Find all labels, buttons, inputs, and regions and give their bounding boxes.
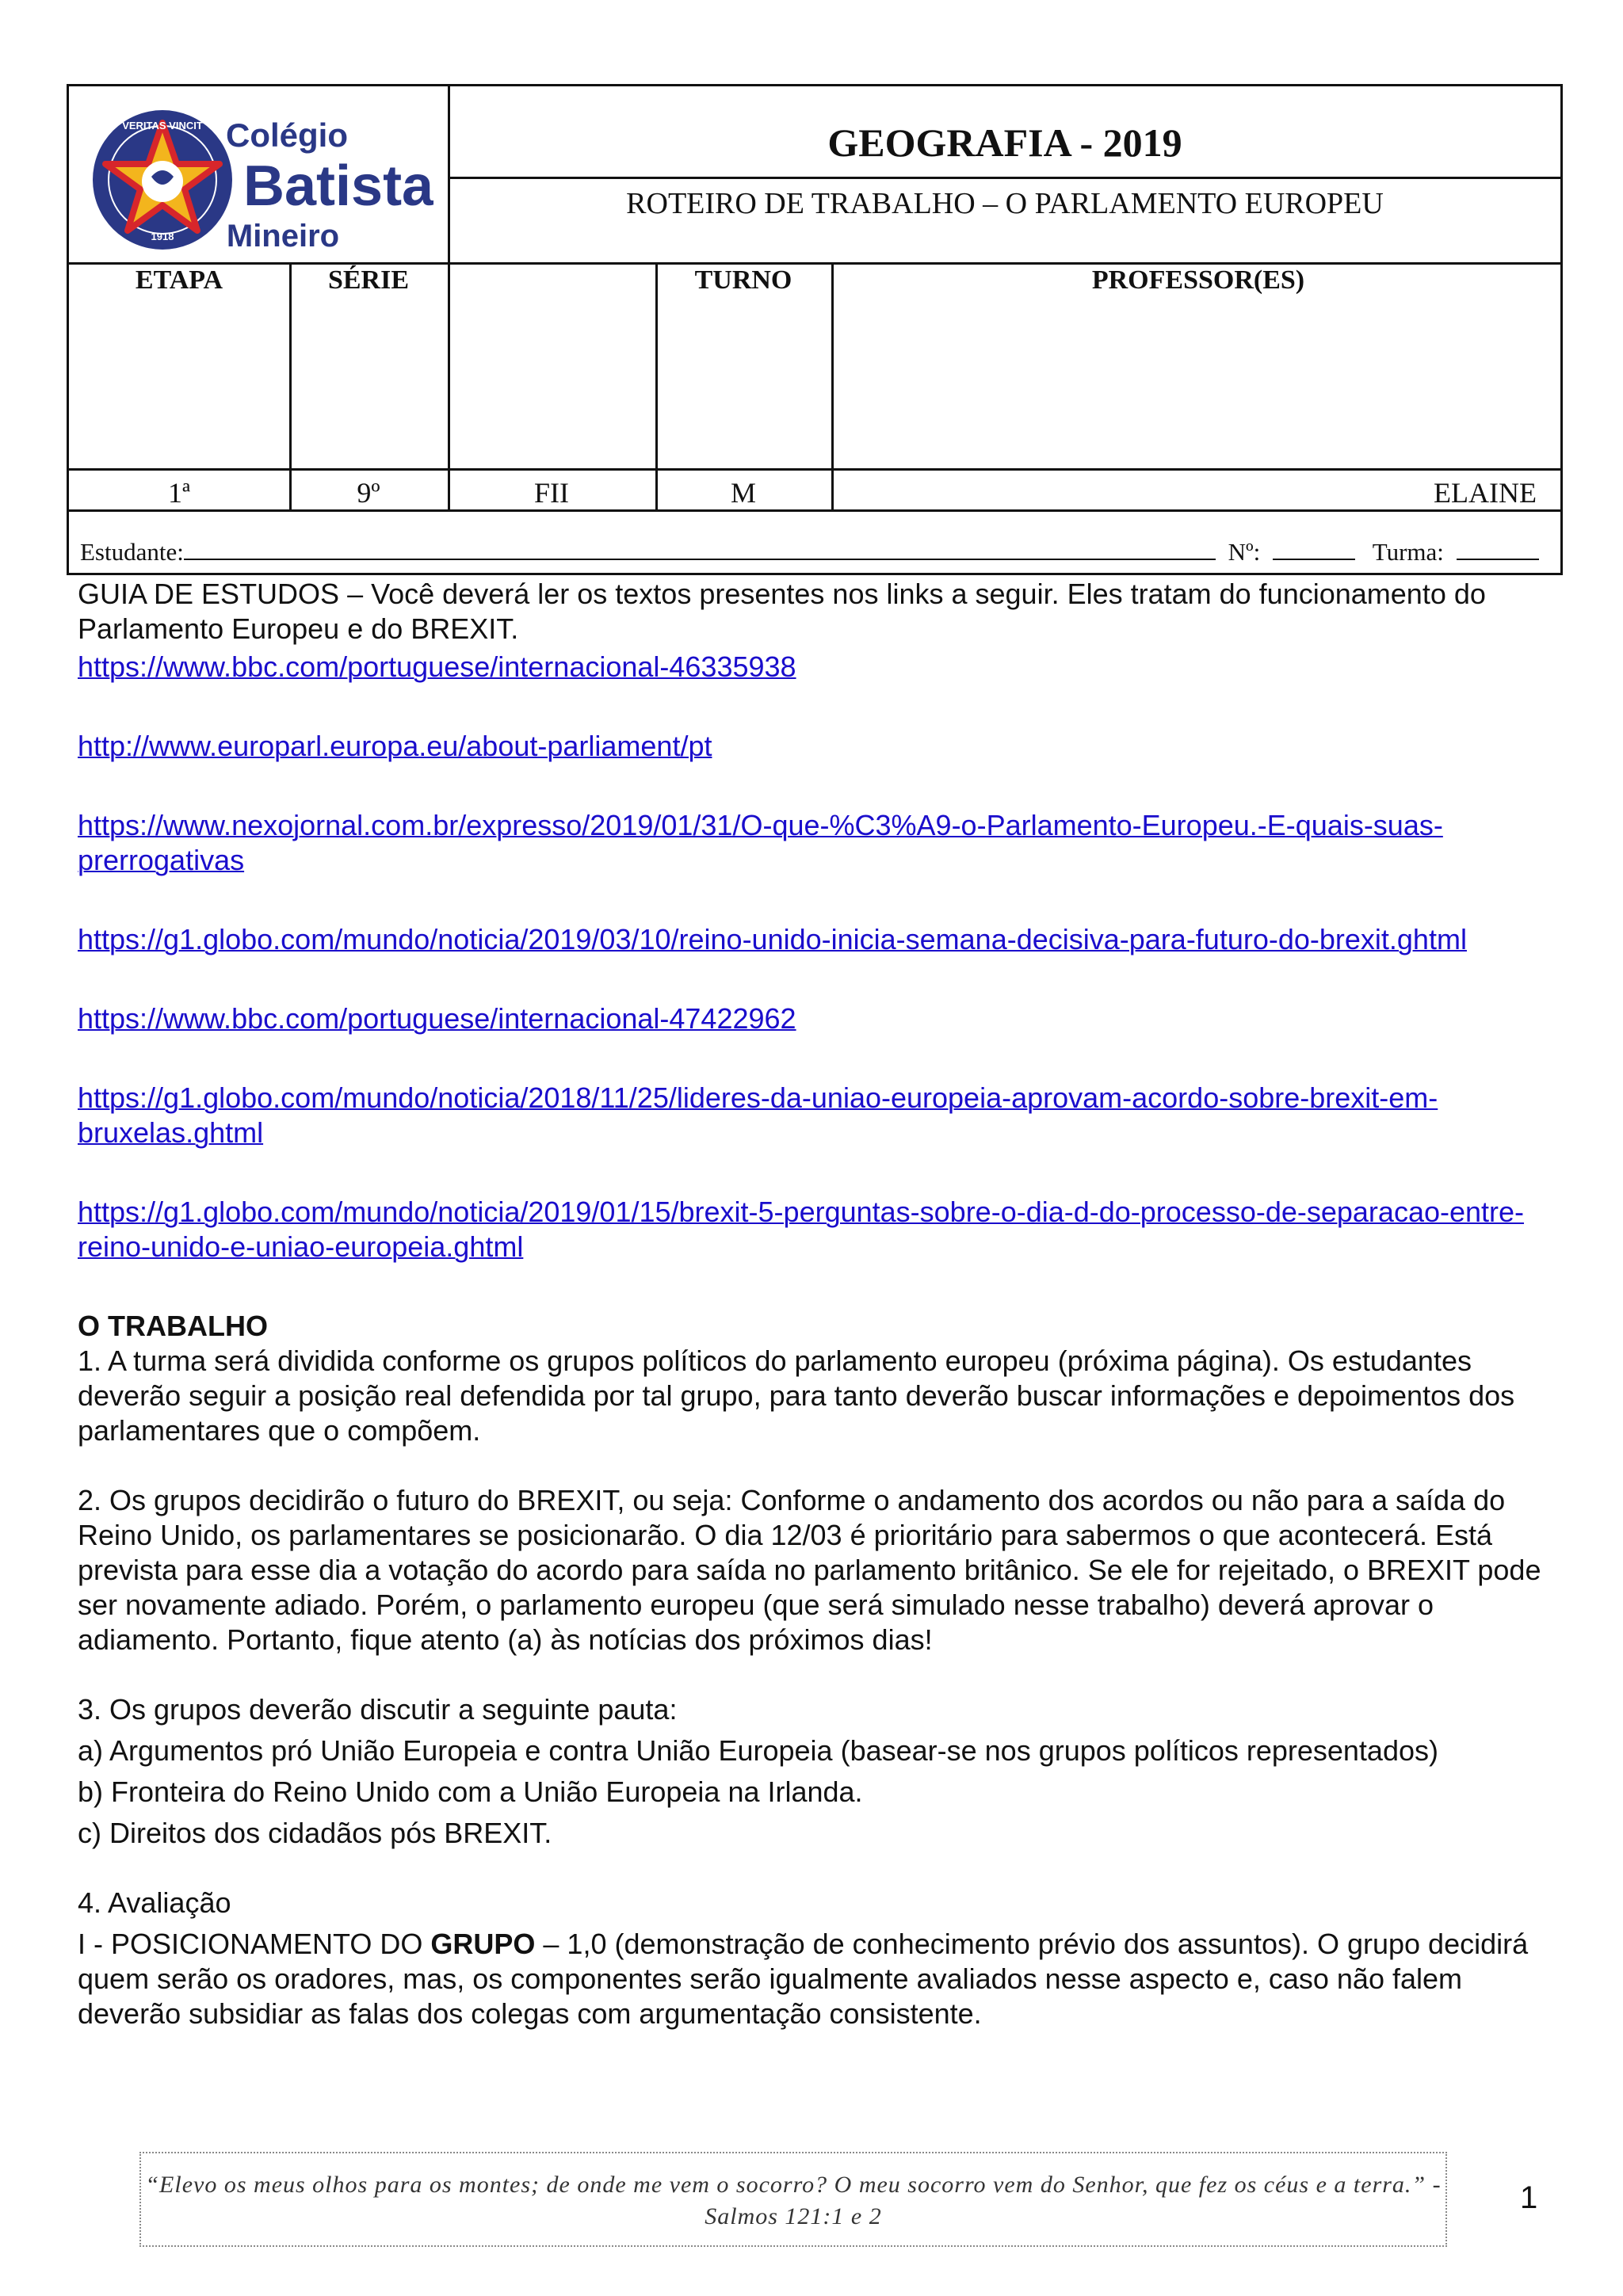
svg-text:1918: 1918 [151,231,174,242]
item-3a: a) Argumentos pró União Europeia e contra União Europeia (basear-se nos grupos políticos representados) [78,1734,1438,1767]
section-title: O TRABALHO [78,1310,268,1342]
column-divider [448,86,450,262]
svg-text:VERITAS VINCIT: VERITAS VINCIT [122,120,203,132]
footer-quote: “Elevo os meus olhos para os montes; de onde me vem o socorro? O meu socorro vem do Senhor, que fez os céus e a terra.” - Salmos 121:1 e 2 [145,2172,1442,2229]
criterion-prefix: I - POSICIONAMENTO DO [78,1928,431,1960]
study-guide-intro: GUIA DE ESTUDOS – Você deverá ler os textos presentes nos links a seguir. Eles tratam do funcionamento do Parlamento Europeu e do BREXIT. [78,578,1486,645]
column-divider [289,262,292,509]
title-divider [448,177,1560,179]
criterion-text: – 1,0 (demonstração de conhecimento prévio dos assuntos). O grupo decidirá quem serão os oradores, mas, os componentes serão igualmente avaliados nesse aspecto e, caso não falem deverão subsidiar as falas dos colegas com argumentação consistente. [78,1928,1529,2030]
row-divider [69,262,1560,265]
student-label: Estudante: [80,538,184,566]
column-label-turno: TURNO [694,265,792,295]
class-label: Turma: [1372,538,1444,566]
value-etapa: 1ª [168,477,190,509]
item-3b: b) Fronteira do Reino Unido com a União Europeia na Irlanda. [78,1775,863,1808]
link-g1-brexit-perguntas[interactable]: https://g1.globo.com/mundo/noticia/2019/01/15/brexit-5-perguntas-sobre-o-dia-d-do-processo-de-separacao-entre-reino-unido-e-uniao-europeia.ghtml [78,1196,1525,1263]
item-1: 1. A turma será dividida conforme os grupos políticos do parlamento europeu (próxima página). Os estudantes deverão seguir a posição real defendida por tal grupo, para tanto deverão buscar informações e depoimentos dos parlamentares que o compõem. [78,1344,1515,1447]
logo-emblem-icon [85,101,433,259]
svg-text:Mineiro: Mineiro [226,219,340,254]
column-divider [831,262,834,509]
svg-text:Batista: Batista [243,154,433,218]
class-field[interactable] [1457,536,1539,560]
value-segment: FII [534,477,569,509]
criterion-bold-word: GRUPO [430,1928,536,1960]
column-label-serie: SÉRIE [327,265,410,295]
value-professor: ELAINE [1434,477,1537,509]
item-4-criterion-1 [78,1927,1552,2031]
column-label-professor: PROFESSOR(ES) [1091,265,1305,295]
item-3c: c) Direitos dos cidadãos pós BREXIT. [78,1817,552,1849]
link-g1-lideres-acordo[interactable]: https://g1.globo.com/mundo/noticia/2018/11/25/lideres-da-uniao-europeia-aprovam-acordo-sobre-brexit-em-bruxelas.ghtml [78,1081,1438,1149]
page-content [78,577,1552,2031]
header-table [67,84,1563,575]
value-serie: 9º [357,477,380,509]
student-info-line [80,536,1549,566]
row-divider [69,509,1560,512]
link-bbc-47422962[interactable]: https://www.bbc.com/portuguese/internacional-47422962 [78,1002,796,1035]
link-g1-brexit-semana[interactable]: https://g1.globo.com/mundo/noticia/2019/03/10/reino-unido-inicia-semana-decisiva-para-futuro-do-brexit.ghtml [78,923,1467,955]
number-label: Nº: [1228,538,1261,566]
column-divider [448,262,450,509]
item-4: 4. Avaliação [78,1886,231,1919]
footer-quote-box [139,2152,1447,2247]
item-2: 2. Os grupos decidirão o futuro do BREXIT, ou seja: Conforme o andamento dos acordos ou não para a saída do Reino Unido, os parlamentares se posicionarão. O dia 12/03 é prioritário para sabermos o que acontecerá. Está prevista para esse dia a votação do acordo para saída no parlamento britânico. Se ele for rejeitado, o BREXIT pode ser novamente adiado. Porém, o parlamento europeu (que será simulado nesse trabalho) deverá aprovar o adiamento. Portanto, fique atento (a) às notícias dos próximos dias! [78,1484,1541,1656]
link-europarl[interactable]: http://www.europarl.europa.eu/about-parliament/pt [78,730,712,762]
link-nexojornal[interactable]: https://www.nexojornal.com.br/expresso/2019/01/31/O-que-%C3%A9-o-Parlamento-Europeu.-E-quais-suas-prerrogativas [78,809,1443,876]
column-divider [655,262,658,509]
row-divider [69,468,1560,471]
student-name-field[interactable] [184,536,1216,560]
school-logo [85,101,433,259]
value-turno: M [730,477,756,509]
page-subtitle: ROTEIRO DE TRABALHO – O PARLAMENTO EUROPEU [626,187,1384,220]
svg-text:Colégio: Colégio [226,116,348,154]
link-bbc-46335938[interactable]: https://www.bbc.com/portuguese/internacional-46335938 [78,650,796,683]
item-3: 3. Os grupos deverão discutir a seguinte pauta: [78,1693,678,1726]
column-label-etapa: ETAPA [135,265,223,295]
page-title: GEOGRAFIA - 2019 [827,120,1182,165]
student-number-field[interactable] [1273,536,1355,560]
page-number: 1 [1520,2180,1538,2215]
